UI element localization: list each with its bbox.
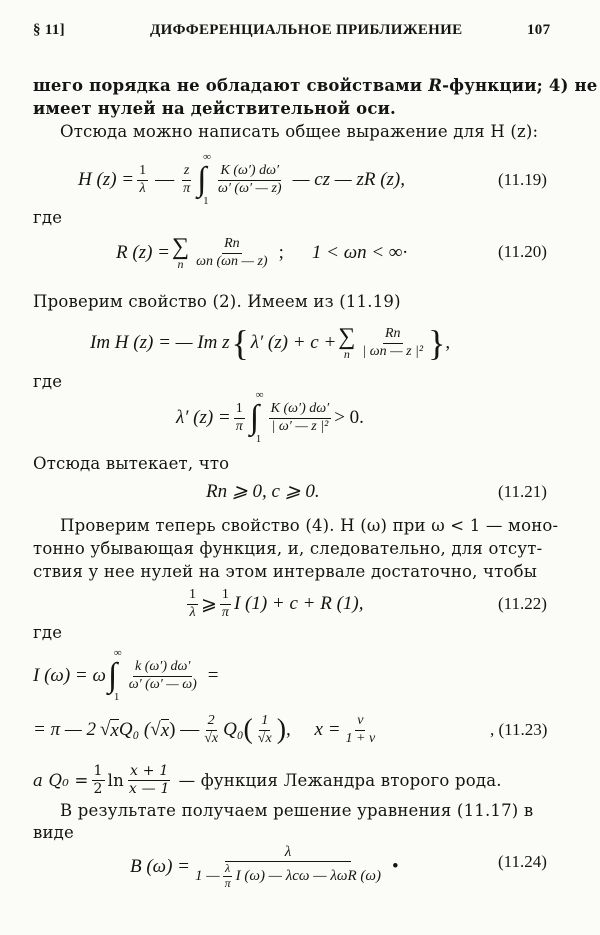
text-where-3: где	[33, 623, 63, 642]
text-line-3: Отсюда можно написать общее выражение для H (z):	[60, 122, 539, 141]
text-check-4-line-3: ствия у нее нулей на этом интервале достаточно, чтобы	[33, 562, 538, 581]
eq-part: = π — 2	[33, 719, 96, 740]
equation-number: (11.24)	[498, 852, 547, 871]
fraction: $\frac{1}{\lambda}$	[189, 587, 196, 620]
integral-sign: ∞ ∫ 1	[107, 647, 122, 703]
text-check-2: Проверим свойство (2). Имеем из (11.19)	[33, 292, 401, 311]
fraction: $\frac{K (\omega') d\omega'}{\text{| ω′ — z |²}}$	[270, 401, 330, 434]
fraction: $\frac{1}{\pi}$	[235, 401, 243, 434]
text-where-2: где	[33, 372, 63, 391]
equation-number: (11.21)	[498, 482, 547, 501]
text-R: R	[428, 76, 443, 95]
eq-tail: =	[207, 665, 219, 686]
integral-sign: ∞ ∫ 1	[249, 389, 264, 445]
fraction: $\frac{k (\omega') d\omega'}{\omega' (\omega' — \omega)}$	[128, 659, 197, 692]
eq-lhs: B (ω) =	[130, 856, 190, 877]
text-follows: Отсюда вытекает, что	[33, 454, 230, 473]
eq-part: Q₀ (	[118, 719, 151, 740]
equation-number: , (11.23)	[490, 720, 548, 739]
equation-number: (11.20)	[498, 242, 547, 261]
eq-tail: ,	[445, 332, 451, 353]
eq-part: Q₀	[223, 719, 244, 740]
eq-dot: •	[391, 856, 399, 877]
text-line-1	[33, 76, 598, 95]
eq-part: , x =	[286, 719, 341, 740]
text-result-line-2: виде	[33, 823, 75, 842]
running-head-title: ДИФФЕРЕНЦИАЛЬНОЕ ПРИБЛИЖЕНИЕ	[150, 22, 463, 38]
fraction: $\frac{1}{\pi}$	[221, 587, 229, 620]
fraction: $\frac{K (\omega') d\omega'}{\omega' (\omega' — z)}$	[217, 163, 282, 196]
equation-11-22	[184, 582, 364, 626]
sqrt-arg: x	[110, 719, 119, 741]
fraction: $\frac{1}{\lambda}$	[139, 163, 147, 196]
eq-tail: > 0.	[334, 407, 364, 428]
equation-i-omega	[33, 645, 219, 707]
section-marker: § 11]	[33, 22, 65, 38]
sum-sign: ∑ n	[171, 233, 190, 271]
eq-lhs: I (ω) = ω	[33, 665, 106, 686]
eq-inner: λ′ (z) + c +	[250, 332, 337, 353]
text-check-4-line-2: тонно убывающая функция, и, следовательно, для отсут-	[33, 539, 543, 558]
eq-part: ) —	[169, 719, 200, 740]
eq-lhs: R (z) =	[116, 242, 170, 263]
fraction: $\frac{2}{√x}$	[204, 713, 219, 746]
eq-part: а Q₀ =	[33, 770, 89, 790]
fraction: $\frac{x + 1}{x — 1}$	[128, 763, 170, 797]
eq-lhs: H (z) =	[78, 169, 135, 190]
equation-lambda-prime	[176, 387, 364, 449]
eq-lhs: λ′ (z) =	[176, 407, 231, 428]
page-number: 107	[527, 22, 551, 38]
eq-part: ln	[107, 770, 124, 790]
text-legendre-tail: — функция Лежандра второго рода.	[178, 770, 502, 790]
sqrt-arg: x	[160, 719, 170, 741]
equation-11-19: H (z) = $\frac{1}{\lambda}$ — $\frac{z}{\pi}$ ∞ ∫ 1 $\frac{K (\omega') d\omega'}{\omega' (\omega' — z)}$ — cz — zR (z),	[78, 151, 405, 207]
text-check-4-line-1: Проверим теперь свойство (4). H (ω) при ω < 1 — моно-	[60, 516, 559, 535]
text-bold: -функции; 4) не	[442, 76, 598, 95]
equation-11-21: Rn ⩾ 0, c ⩾ 0.	[206, 481, 320, 502]
fraction: $\frac{z}{\pi}$	[183, 163, 191, 196]
text-bold: шего порядка не обладают свойствами	[33, 76, 429, 95]
fraction: $\frac{Rn}{\text{| ωn — z |²}}$	[362, 326, 424, 359]
fraction: $\frac{Rn}{\omega n (\omega n — z)}$	[196, 236, 268, 269]
integral-sign: ∞ ∫ 1	[197, 151, 211, 207]
fraction: $\frac{\nu}{1 + \nu}$	[345, 713, 376, 746]
sum-sign: ∑ n	[338, 323, 356, 361]
fraction: $\frac{1}{√x}$	[257, 713, 272, 746]
eq-condition: 1 < ωn < ∞·	[311, 242, 408, 263]
equation-11-24	[130, 838, 399, 896]
equation-im-h: Im H (z) = — Im z { λ′ (z) + c + ∑ n $\frac{Rn}{\text{| ωn — z |²}}$ } ,	[90, 323, 451, 363]
eq-lhs: Im H (z) = — Im z	[90, 332, 230, 353]
equation-number: (11.22)	[498, 594, 547, 613]
equation-11-20: R (z) = ∑ n $\frac{Rn}{\omega n (\omega n — z)}$ ; 1 < ωn < ∞·	[116, 233, 408, 271]
eq-rest: I (1) + c + R (1),	[233, 593, 364, 614]
eq-rest: — cz — zR (z),	[292, 169, 405, 190]
text-where-1: где	[33, 208, 63, 227]
text-result-line-1: В результате получаем решение уравнения (11.17) в	[60, 801, 534, 820]
equation-number: (11.19)	[498, 170, 547, 189]
text-line-2: имеет нулей на действительной оси.	[33, 99, 396, 118]
text-legendre	[33, 760, 502, 800]
eq-ge: ⩾	[201, 593, 217, 615]
fraction: $\frac{1}{2}$	[93, 763, 103, 797]
fraction: λ 1 — $\frac{\lambda}{\pi}$ I (ω) — λcω — λωR (ω)	[195, 843, 381, 890]
equation-11-23: = π — 2 √ x Q₀ ( √ x ) — $\frac{2}{√x}$ Q₀ ( $\frac{1}{√x}$ ) , x = $\frac{\nu}{1 + \nu}$	[33, 713, 376, 746]
